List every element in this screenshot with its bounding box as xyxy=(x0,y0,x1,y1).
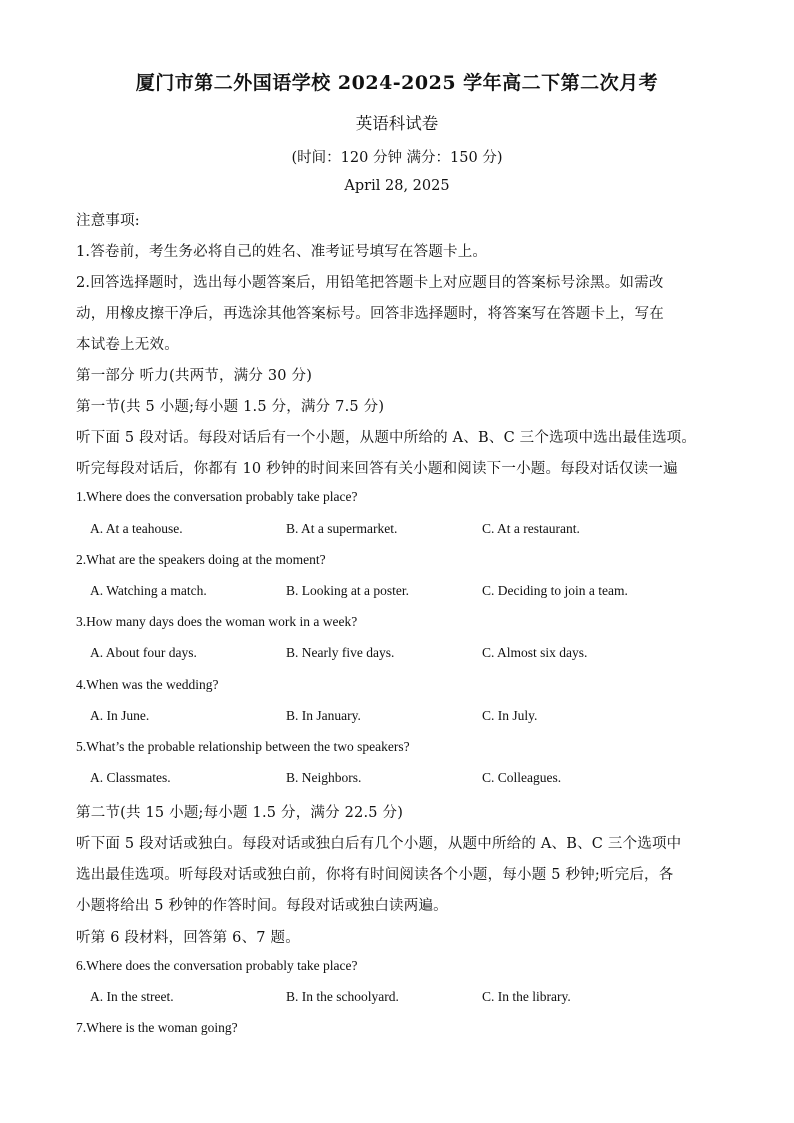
notice-item-2-line-1: 2.回答选择题时，选出每小题答案后，用铅笔把答题卡上对应题目的答案标号涂黑。如需改 xyxy=(76,275,664,291)
exam-subtitle: 英语科试卷 xyxy=(355,114,439,133)
question-5-option-c: C. Colleagues. xyxy=(482,770,562,785)
exam-date: April 28, 2025 xyxy=(344,178,450,194)
question-4-option-a: A. In June. xyxy=(90,708,150,723)
exam-title: 厦门市第二外国语学校 2024-2025 学年高二下第二次月考 xyxy=(135,72,659,94)
question-2-option-c: C. Deciding to join a team. xyxy=(482,583,628,598)
question-1-option-b: B. At a supermarket. xyxy=(286,521,398,536)
section2-instructions-line-3: 小题将给出 5 秒钟的作答时间。每段对话或独白读两遍。 xyxy=(76,898,448,914)
question-4-option-c: C. In July. xyxy=(482,708,538,723)
section1-instructions-line-1: 听下面 5 段对话。每段对话后有一个小题，从题中所给的 A、B、C 三个选项中选出最佳选项。 xyxy=(76,430,697,446)
part1-heading: 第一部分 听力(共两节，满分 30 分) xyxy=(76,368,313,384)
question-1-option-a: A. At a teahouse. xyxy=(90,521,183,536)
section2-instructions-line-2: 选出最佳选项。听每段对话或独白前，你将有时间阅读各个小题，每小题 5 秒钟;听完后，各 xyxy=(76,867,674,883)
question-5: 5.What’s the probable relationship between the two speakers? xyxy=(76,739,410,754)
question-6-option-b: B. In the schoolyard. xyxy=(286,989,399,1004)
question-5-option-a: A. Classmates. xyxy=(90,770,171,785)
question-3-option-a: A. About four days. xyxy=(90,645,197,660)
question-4-option-b: B. In January. xyxy=(286,708,361,723)
notice-item-2-line-2: 动，用橡皮擦干净后，再选涂其他答案标号。回答非选择题时，将答案写在答题卡上，写在 xyxy=(76,306,664,322)
question-6-option-c: C. In the library. xyxy=(482,989,571,1004)
question-2-option-a: A. Watching a match. xyxy=(90,583,207,598)
material-6-instruction: 听第 6 段材料，回答第 6、7 题。 xyxy=(76,930,300,946)
question-3: 3.How many days does the woman work in a week? xyxy=(76,614,358,629)
question-2: 2.What are the speakers doing at the moment? xyxy=(76,552,326,567)
question-7: 7.Where is the woman going? xyxy=(76,1020,238,1035)
question-4: 4.When was the wedding? xyxy=(76,677,219,692)
question-5-option-b: B. Neighbors. xyxy=(286,770,362,785)
question-2-option-b: B. Looking at a poster. xyxy=(286,583,409,598)
section2-instructions-line-1: 听下面 5 段对话或独白。每段对话或独白后有几个小题，从题中所给的 A、B、C 三个选项中 xyxy=(76,836,682,852)
section2-heading: 第二节(共 15 小题;每小题 1.5 分，满分 22.5 分) xyxy=(76,805,404,821)
question-3-option-b: B. Nearly five days. xyxy=(286,645,395,660)
question-1-option-c: C. At a restaurant. xyxy=(482,521,580,536)
notice-item-1: 1.答卷前，考生务必将自己的姓名、准考证号填写在答题卡上。 xyxy=(76,244,488,260)
notice-heading: 注意事项: xyxy=(76,213,140,229)
question-6: 6.Where does the conversation probably take place? xyxy=(76,958,358,973)
question-6-option-a: A. In the street. xyxy=(90,989,174,1004)
question-1: 1.Where does the conversation probably take place? xyxy=(76,489,358,504)
question-3-option-c: C. Almost six days. xyxy=(482,645,588,660)
section1-heading: 第一节(共 5 小题;每小题 1.5 分，满分 7.5 分) xyxy=(76,399,385,415)
notice-item-2-line-3: 本试卷上无效。 xyxy=(76,337,179,353)
exam-time-score: (时间：120 分钟 满分：150 分) xyxy=(291,150,503,166)
section1-instructions-line-2: 听完每段对话后，你都有 10 秒钟的时间来回答有关小题和阅读下一小题。每段对话仅读一遍 xyxy=(76,461,678,477)
